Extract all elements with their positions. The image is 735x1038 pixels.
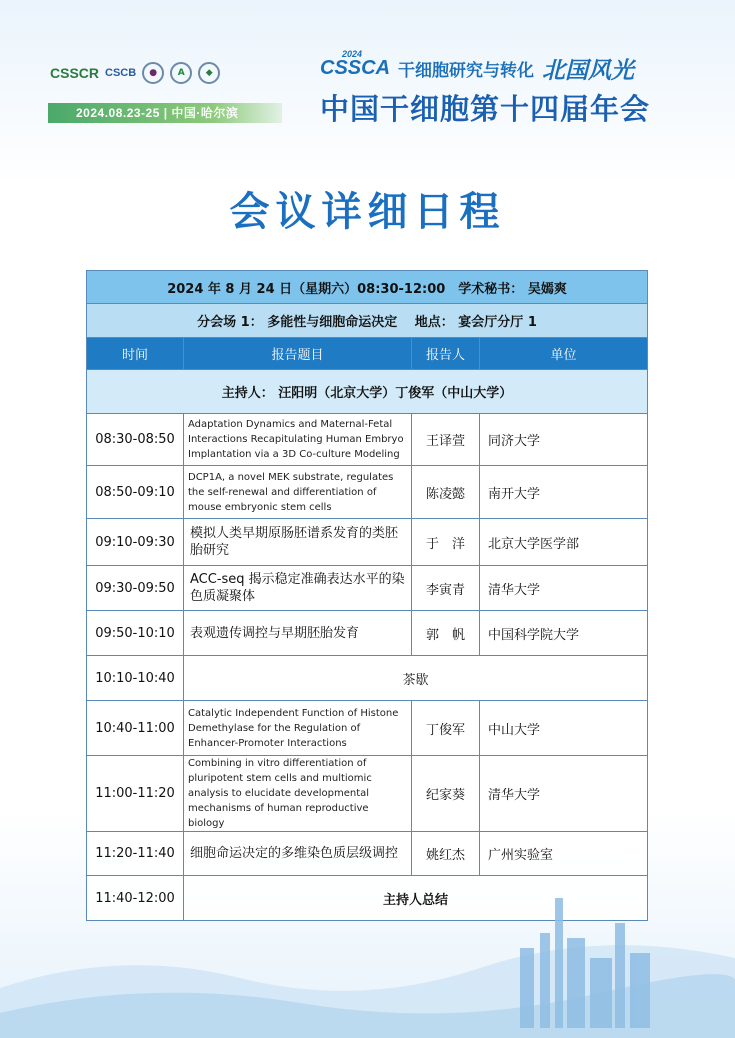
schedule-table xyxy=(86,270,648,921)
csscr-logo: CSSCR xyxy=(50,65,100,81)
date-location-bar: 2024.08.23-25 | 中国·哈尔滨 xyxy=(48,103,282,123)
academy-icon: A xyxy=(170,62,192,84)
table-row: 10:40-11:00 Catalytic Independent Function of Histone Demethylase for the Regulation of Enhancer-Promoter Interactions 丁俊军 中山大学 xyxy=(87,701,648,756)
skyline-decoration xyxy=(0,838,735,1038)
col-time: 时间 xyxy=(87,338,184,370)
congress-title: 中国干细胞第十四届年会 xyxy=(320,92,651,126)
table-row: 09:30-09:50 ACC-seq 揭示稳定准确表达水平的染色质凝聚体 李寅青 清华大学 xyxy=(87,566,648,611)
table-row: 11:20-11:40 细胞命运决定的多维染色质层级调控 姚红杰 广州实验室 xyxy=(87,832,648,876)
host-line: 主持人： 汪阳明（北京大学）丁俊军（中山大学） xyxy=(87,370,648,414)
cscb-logo: CSCB xyxy=(105,67,137,79)
break-row: 10:10-10:40 茶歇 xyxy=(87,656,648,701)
table-row: 11:00-11:20 Combining in vitro differentiation of pluripotent stem cells and multiomic analysis to elucidate developmental mechanisms of human reproductive biology 纪家葵 清华大学 xyxy=(87,756,648,832)
col-topic: 报告题目 xyxy=(184,338,412,370)
congress-branding xyxy=(320,49,700,128)
congress-slogan: 北国风光 xyxy=(542,58,635,84)
col-speaker: 报告人 xyxy=(412,338,480,370)
congress-subtitle: 干细胞研究与转化 xyxy=(398,61,535,81)
association-icon: ◆ xyxy=(198,62,220,84)
table-row: 08:30-08:50 Adaptation Dynamics and Maternal-Fetal Interactions Recapitulating Human Embryo Implantation via a 3D Co-culture Modeling 王译萱 同济大学 xyxy=(87,414,648,466)
table-row: 08:50-09:10 DCP1A, a novel MEK substrate, regulates the self-renewal and differentiation of mouse embryonic stem cells 陈凌懿 南开大学 xyxy=(87,466,648,519)
emblem-icon: ● xyxy=(142,62,164,84)
session-venue-line: 分会场 1： 多能性与细胞命运决定 地点： 宴会厅分厅 1 xyxy=(87,304,648,338)
col-org: 单位 xyxy=(480,338,648,370)
table-row: 09:50-10:10 表观遗传调控与早期胚胎发育 郭 帆 中国科学院大学 xyxy=(87,611,648,656)
session-date-line: 2024 年 8 月 24 日（星期六）08:30-12:00 学术秘书： 吴嫣爽 xyxy=(87,271,648,304)
organizer-logos xyxy=(50,62,220,84)
table-row: 09:10-09:30 模拟人类早期原肠胚谱系发育的类胚胎研究 于 洋 北京大学医学部 xyxy=(87,519,648,566)
header xyxy=(0,0,735,140)
summary-row: 11:40-12:00 主持人总结 xyxy=(87,876,648,921)
cssca-logo: 2024 CSSCA xyxy=(320,49,391,79)
page-title: 会议详细日程 xyxy=(229,188,506,235)
